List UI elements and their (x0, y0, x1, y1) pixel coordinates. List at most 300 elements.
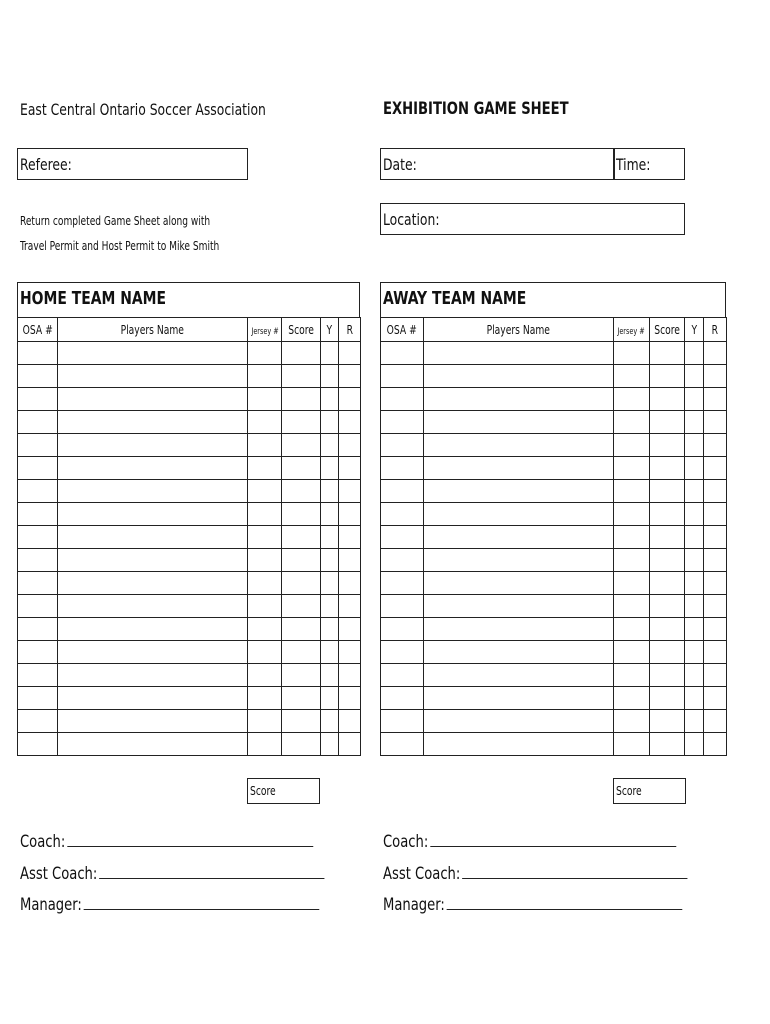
score-cell[interactable] (282, 641, 321, 664)
player-name-cell[interactable] (58, 526, 248, 549)
score-cell[interactable] (650, 434, 685, 457)
jersey-cell[interactable] (248, 411, 282, 434)
score-cell[interactable] (650, 411, 685, 434)
jersey-cell[interactable] (248, 710, 282, 733)
score-cell[interactable] (282, 480, 321, 503)
organization-name: East Central Ontario Soccer Association (20, 100, 266, 119)
yellow-card-cell[interactable] (321, 457, 339, 480)
yellow-card-cell[interactable] (685, 572, 704, 595)
red-card-cell[interactable] (704, 388, 727, 411)
red-card-cell[interactable] (339, 388, 361, 411)
player-name-cell[interactable] (424, 480, 614, 503)
column-jersey: Jersey # (248, 318, 282, 342)
osa-cell[interactable] (381, 664, 424, 687)
yellow-card-cell[interactable] (321, 733, 339, 756)
osa-cell[interactable] (18, 572, 58, 595)
osa-cell[interactable] (18, 641, 58, 664)
roster-row (18, 687, 361, 710)
yellow-card-cell[interactable] (321, 618, 339, 641)
player-name-cell[interactable] (58, 503, 248, 526)
jersey-cell[interactable] (614, 526, 650, 549)
red-card-cell[interactable] (339, 457, 361, 480)
yellow-card-cell[interactable] (685, 503, 704, 526)
yellow-card-cell[interactable] (321, 549, 339, 572)
referee-label: Referee: (20, 155, 72, 174)
score-cell[interactable] (650, 549, 685, 572)
osa-cell[interactable] (381, 365, 424, 388)
red-card-cell[interactable] (339, 687, 361, 710)
player-name-cell[interactable] (424, 595, 614, 618)
yellow-card-cell[interactable] (321, 526, 339, 549)
score-cell[interactable] (650, 480, 685, 503)
red-card-cell[interactable] (704, 434, 727, 457)
score-cell[interactable] (650, 526, 685, 549)
score-cell[interactable] (282, 526, 321, 549)
red-card-cell[interactable] (704, 480, 727, 503)
home-manager-label: Manager: (20, 895, 82, 915)
osa-cell[interactable] (381, 526, 424, 549)
osa-cell[interactable] (381, 480, 424, 503)
yellow-card-cell[interactable] (685, 641, 704, 664)
column-score: Score (650, 318, 685, 342)
osa-cell[interactable] (381, 687, 424, 710)
osa-cell[interactable] (18, 687, 58, 710)
away-score-label: Score (616, 784, 642, 798)
yellow-card-cell[interactable] (321, 687, 339, 710)
osa-cell[interactable] (381, 434, 424, 457)
osa-cell[interactable] (18, 457, 58, 480)
red-card-cell[interactable] (339, 434, 361, 457)
player-name-cell[interactable] (424, 526, 614, 549)
osa-cell[interactable] (18, 664, 58, 687)
player-name-cell[interactable] (58, 595, 248, 618)
red-card-cell[interactable] (339, 549, 361, 572)
score-cell[interactable] (650, 388, 685, 411)
jersey-cell[interactable] (614, 733, 650, 756)
osa-cell[interactable] (381, 549, 424, 572)
roster-row (18, 434, 361, 457)
jersey-cell[interactable] (614, 411, 650, 434)
osa-cell[interactable] (381, 595, 424, 618)
column-yellow: Y (321, 318, 339, 342)
score-cell[interactable] (282, 618, 321, 641)
red-card-cell[interactable] (339, 710, 361, 733)
score-cell[interactable] (282, 365, 321, 388)
roster-row (18, 641, 361, 664)
away-final-score-box[interactable] (613, 778, 686, 804)
osa-cell[interactable] (381, 618, 424, 641)
jersey-cell[interactable] (248, 365, 282, 388)
red-card-cell[interactable] (704, 549, 727, 572)
date-label: Date: (383, 155, 417, 174)
jersey-cell[interactable] (248, 733, 282, 756)
jersey-cell[interactable] (248, 687, 282, 710)
yellow-card-cell[interactable] (321, 388, 339, 411)
red-card-cell[interactable] (704, 618, 727, 641)
red-card-cell[interactable] (339, 365, 361, 388)
player-name-cell[interactable] (58, 388, 248, 411)
home-roster-header (18, 318, 361, 342)
away-roster-header (381, 318, 727, 342)
jersey-cell[interactable] (248, 549, 282, 572)
score-cell[interactable] (282, 664, 321, 687)
score-cell[interactable] (282, 388, 321, 411)
jersey-cell[interactable] (614, 549, 650, 572)
home-final-score-box[interactable] (247, 778, 320, 804)
location-label: Location: (383, 210, 440, 229)
roster-row (381, 664, 727, 687)
osa-cell[interactable] (18, 503, 58, 526)
red-card-cell[interactable] (339, 733, 361, 756)
yellow-card-cell[interactable] (321, 503, 339, 526)
away-team-label: AWAY TEAM NAME (383, 288, 527, 309)
osa-cell[interactable] (18, 595, 58, 618)
red-card-cell[interactable] (339, 664, 361, 687)
roster-row (381, 503, 727, 526)
jersey-cell[interactable] (614, 664, 650, 687)
home-asst-coach-underline (99, 864, 324, 879)
player-name-cell[interactable] (424, 365, 614, 388)
away-manager-label: Manager: (383, 895, 445, 915)
jersey-cell[interactable] (248, 480, 282, 503)
home-team-label: HOME TEAM NAME (20, 288, 167, 309)
time-field[interactable] (613, 148, 685, 180)
away-manager-underline (447, 895, 683, 910)
red-card-cell[interactable] (704, 526, 727, 549)
jersey-cell[interactable] (614, 618, 650, 641)
home-manager-line[interactable] (20, 895, 319, 915)
referee-field[interactable] (17, 148, 248, 180)
red-card-cell[interactable] (704, 411, 727, 434)
roster-row (18, 388, 361, 411)
yellow-card-cell[interactable] (685, 457, 704, 480)
column-players-name: Players Name (424, 318, 614, 342)
roster-row (18, 549, 361, 572)
roster-row (381, 687, 727, 710)
jersey-cell[interactable] (248, 595, 282, 618)
instructions-line-1: Return completed Game Sheet along with (20, 214, 211, 228)
yellow-card-cell[interactable] (685, 595, 704, 618)
jersey-cell[interactable] (248, 641, 282, 664)
yellow-card-cell[interactable] (685, 710, 704, 733)
score-cell[interactable] (650, 503, 685, 526)
jersey-cell[interactable] (614, 365, 650, 388)
red-card-cell[interactable] (704, 503, 727, 526)
osa-cell[interactable] (381, 733, 424, 756)
score-cell[interactable] (650, 618, 685, 641)
jersey-cell[interactable] (248, 457, 282, 480)
away-coach-underline (430, 832, 676, 847)
roster-row (18, 480, 361, 503)
jersey-cell[interactable] (614, 572, 650, 595)
yellow-card-cell[interactable] (685, 388, 704, 411)
score-cell[interactable] (282, 595, 321, 618)
jersey-cell[interactable] (248, 503, 282, 526)
roster-row (18, 618, 361, 641)
player-name-cell[interactable] (424, 434, 614, 457)
player-name-cell[interactable] (58, 664, 248, 687)
roster-row (381, 549, 727, 572)
osa-cell[interactable] (18, 480, 58, 503)
jersey-cell[interactable] (614, 480, 650, 503)
roster-row (381, 480, 727, 503)
score-cell[interactable] (650, 572, 685, 595)
date-field[interactable] (380, 148, 615, 180)
roster-row (381, 457, 727, 480)
player-name-cell[interactable] (424, 618, 614, 641)
roster-row (18, 365, 361, 388)
player-name-cell[interactable] (58, 710, 248, 733)
yellow-card-cell[interactable] (685, 342, 704, 365)
red-card-cell[interactable] (704, 710, 727, 733)
yellow-card-cell[interactable] (321, 595, 339, 618)
away-asst-coach-line[interactable] (383, 864, 687, 884)
osa-cell[interactable] (381, 457, 424, 480)
score-cell[interactable] (650, 664, 685, 687)
yellow-card-cell[interactable] (321, 641, 339, 664)
jersey-cell[interactable] (248, 664, 282, 687)
jersey-cell[interactable] (248, 572, 282, 595)
jersey-cell[interactable] (614, 457, 650, 480)
osa-cell[interactable] (18, 526, 58, 549)
score-cell[interactable] (650, 641, 685, 664)
yellow-card-cell[interactable] (685, 526, 704, 549)
player-name-cell[interactable] (58, 434, 248, 457)
home-coach-underline (67, 832, 313, 847)
jersey-cell[interactable] (614, 503, 650, 526)
yellow-card-cell[interactable] (321, 480, 339, 503)
yellow-card-cell[interactable] (321, 434, 339, 457)
red-card-cell[interactable] (704, 457, 727, 480)
score-cell[interactable] (282, 457, 321, 480)
osa-cell[interactable] (18, 434, 58, 457)
score-cell[interactable] (650, 365, 685, 388)
roster-row (381, 710, 727, 733)
red-card-cell[interactable] (339, 572, 361, 595)
away-asst-coach-underline (462, 864, 687, 879)
yellow-card-cell[interactable] (685, 733, 704, 756)
roster-row (381, 526, 727, 549)
yellow-card-cell[interactable] (685, 687, 704, 710)
red-card-cell[interactable] (339, 480, 361, 503)
osa-cell[interactable] (381, 411, 424, 434)
roster-row (381, 641, 727, 664)
yellow-card-cell[interactable] (321, 710, 339, 733)
roster-row (381, 733, 727, 756)
jersey-cell[interactable] (614, 641, 650, 664)
column-jersey: Jersey # (614, 318, 650, 342)
player-name-cell[interactable] (424, 342, 614, 365)
yellow-card-cell[interactable] (685, 618, 704, 641)
player-name-cell[interactable] (424, 710, 614, 733)
player-name-cell[interactable] (58, 687, 248, 710)
osa-cell[interactable] (381, 572, 424, 595)
jersey-cell[interactable] (614, 434, 650, 457)
red-card-cell[interactable] (339, 595, 361, 618)
red-card-cell[interactable] (704, 687, 727, 710)
player-name-cell[interactable] (424, 503, 614, 526)
away-asst-coach-label: Asst Coach: (383, 864, 461, 884)
player-name-cell[interactable] (58, 733, 248, 756)
player-name-cell[interactable] (424, 641, 614, 664)
red-card-cell[interactable] (339, 526, 361, 549)
jersey-cell[interactable] (248, 618, 282, 641)
player-name-cell[interactable] (424, 572, 614, 595)
player-name-cell[interactable] (58, 365, 248, 388)
roster-row (381, 365, 727, 388)
roster-row (381, 388, 727, 411)
player-name-cell[interactable] (424, 733, 614, 756)
player-name-cell[interactable] (424, 687, 614, 710)
column-players-name: Players Name (58, 318, 248, 342)
jersey-cell[interactable] (614, 342, 650, 365)
red-card-cell[interactable] (704, 733, 727, 756)
score-cell[interactable] (282, 710, 321, 733)
roster-row (18, 411, 361, 434)
osa-cell[interactable] (381, 503, 424, 526)
home-roster-table (17, 317, 361, 756)
yellow-card-cell[interactable] (685, 411, 704, 434)
yellow-card-cell[interactable] (321, 365, 339, 388)
osa-cell[interactable] (381, 710, 424, 733)
roster-row (381, 572, 727, 595)
red-card-cell[interactable] (339, 342, 361, 365)
yellow-card-cell[interactable] (685, 434, 704, 457)
red-card-cell[interactable] (704, 664, 727, 687)
column-osa: OSA # (381, 318, 424, 342)
location-field[interactable] (380, 203, 685, 235)
yellow-card-cell[interactable] (321, 411, 339, 434)
roster-row (18, 342, 361, 365)
player-name-cell[interactable] (424, 549, 614, 572)
red-card-cell[interactable] (704, 342, 727, 365)
roster-row (18, 733, 361, 756)
instructions-line-2: Travel Permit and Host Permit to Mike Smith (20, 239, 220, 253)
sheet-title: EXHIBITION GAME SHEET (383, 99, 569, 119)
yellow-card-cell[interactable] (685, 365, 704, 388)
roster-row (18, 710, 361, 733)
osa-cell[interactable] (18, 618, 58, 641)
player-name-cell[interactable] (424, 388, 614, 411)
jersey-cell[interactable] (614, 388, 650, 411)
jersey-cell[interactable] (614, 710, 650, 733)
roster-row (18, 664, 361, 687)
jersey-cell[interactable] (248, 388, 282, 411)
red-card-cell[interactable] (704, 641, 727, 664)
home-coach-line[interactable] (20, 832, 313, 852)
player-name-cell[interactable] (58, 480, 248, 503)
jersey-cell[interactable] (614, 687, 650, 710)
player-name-cell[interactable] (58, 641, 248, 664)
score-cell[interactable] (282, 572, 321, 595)
roster-row (381, 411, 727, 434)
column-red: R (339, 318, 361, 342)
score-cell[interactable] (282, 342, 321, 365)
jersey-cell[interactable] (248, 342, 282, 365)
score-cell[interactable] (650, 342, 685, 365)
roster-row (381, 595, 727, 618)
roster-row (18, 572, 361, 595)
player-name-cell[interactable] (58, 572, 248, 595)
player-name-cell[interactable] (58, 342, 248, 365)
roster-row (18, 595, 361, 618)
red-card-cell[interactable] (704, 572, 727, 595)
roster-row (381, 434, 727, 457)
score-cell[interactable] (650, 687, 685, 710)
home-team-name-field[interactable] (17, 282, 360, 318)
away-coach-label: Coach: (383, 832, 429, 852)
score-cell[interactable] (282, 687, 321, 710)
player-name-cell[interactable] (424, 411, 614, 434)
osa-cell[interactable] (381, 388, 424, 411)
away-manager-line[interactable] (383, 895, 682, 915)
player-name-cell[interactable] (424, 664, 614, 687)
away-team-name-field[interactable] (380, 282, 726, 318)
osa-cell[interactable] (18, 733, 58, 756)
score-cell[interactable] (282, 434, 321, 457)
player-name-cell[interactable] (58, 457, 248, 480)
red-card-cell[interactable] (704, 365, 727, 388)
osa-cell[interactable] (18, 549, 58, 572)
player-name-cell[interactable] (424, 457, 614, 480)
roster-row (381, 342, 727, 365)
osa-cell[interactable] (18, 710, 58, 733)
yellow-card-cell[interactable] (321, 342, 339, 365)
red-card-cell[interactable] (339, 641, 361, 664)
osa-cell[interactable] (18, 388, 58, 411)
away-roster-table (380, 317, 727, 756)
red-card-cell[interactable] (339, 411, 361, 434)
osa-cell[interactable] (18, 365, 58, 388)
red-card-cell[interactable] (339, 618, 361, 641)
away-coach-line[interactable] (383, 832, 676, 852)
yellow-card-cell[interactable] (321, 572, 339, 595)
score-cell[interactable] (650, 733, 685, 756)
osa-cell[interactable] (18, 411, 58, 434)
score-cell[interactable] (650, 457, 685, 480)
jersey-cell[interactable] (248, 434, 282, 457)
score-cell[interactable] (650, 710, 685, 733)
osa-cell[interactable] (18, 342, 58, 365)
yellow-card-cell[interactable] (321, 664, 339, 687)
player-name-cell[interactable] (58, 618, 248, 641)
yellow-card-cell[interactable] (685, 549, 704, 572)
player-name-cell[interactable] (58, 549, 248, 572)
home-score-label: Score (250, 784, 276, 798)
red-card-cell[interactable] (704, 595, 727, 618)
score-cell[interactable] (282, 733, 321, 756)
column-osa: OSA # (18, 318, 58, 342)
player-name-cell[interactable] (58, 411, 248, 434)
home-coach-label: Coach: (20, 832, 66, 852)
home-asst-coach-line[interactable] (20, 864, 324, 884)
yellow-card-cell[interactable] (685, 664, 704, 687)
roster-row (18, 457, 361, 480)
roster-row (18, 526, 361, 549)
score-cell[interactable] (282, 549, 321, 572)
yellow-card-cell[interactable] (685, 480, 704, 503)
jersey-cell[interactable] (248, 526, 282, 549)
home-manager-underline (84, 895, 320, 910)
column-score: Score (282, 318, 321, 342)
score-cell[interactable] (282, 503, 321, 526)
osa-cell[interactable] (381, 342, 424, 365)
red-card-cell[interactable] (339, 503, 361, 526)
score-cell[interactable] (650, 595, 685, 618)
score-cell[interactable] (282, 411, 321, 434)
jersey-cell[interactable] (614, 595, 650, 618)
osa-cell[interactable] (381, 641, 424, 664)
